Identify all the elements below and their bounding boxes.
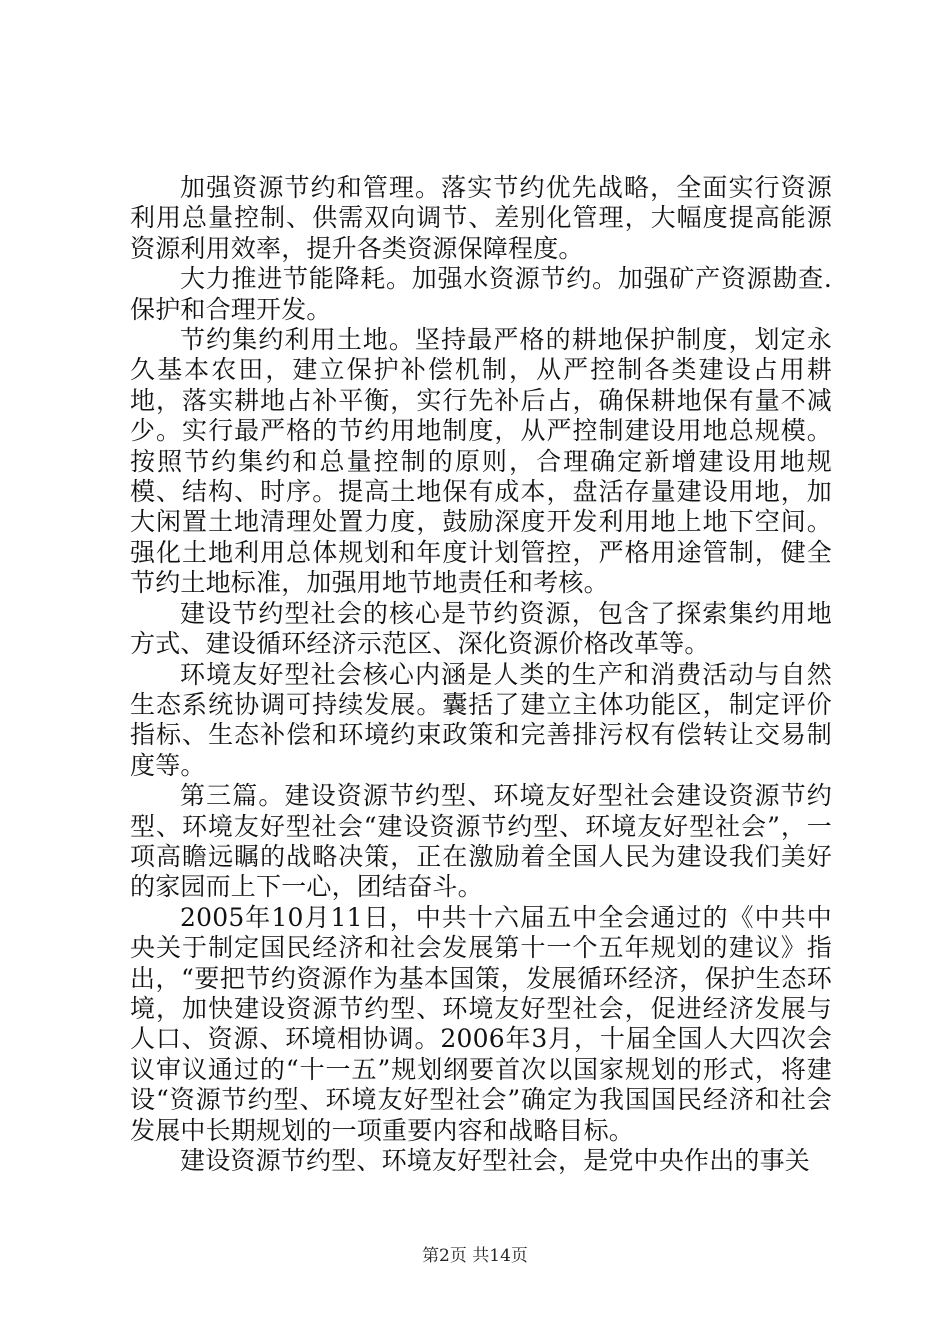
document-body (130, 173, 832, 1176)
paragraph-3: 节约集约利用土地。坚持最严格的耕地保护制度，划定永久基本农田，建立保护补偿机制，从严控制各类建设占用耕地，落实耕地占补平衡，实行先补后占，确保耕地保有量不减少。实行最严格的节约用地制度，从严控制建设用地总规模。按照节约集约和总量控制的原则，合理确定新增建设用地规模、结构、时序。提高土地保有成本，盘活存量建设用地，加大闲置土地清理处置力度，鼓励深度开发利用地上地下空间。强化土地利用总体规划和年度计划管控，严格用途管制，健全节约土地标准，加强用地节地责任和考核。 (130, 325, 832, 598)
paragraph-5: 环境友好型社会核心内涵是人类的生产和消费活动与自然生态系统协调可持续发展。囊括了建立主体功能区，制定评价指标、生态补偿和环境约束政策和完善排污权有偿转让交易制度等。 (130, 659, 832, 780)
paragraph-8: 建设资源节约型、环境友好型社会，是党中央作出的事关 (180, 1146, 811, 1175)
paragraph-1: 加强资源节约和管理。落实节约优先战略，全面实行资源利用总量控制、供需双向调节、差别化管理，大幅度提高能源资源利用效率，提升各类资源保障程度。 (130, 173, 832, 263)
page-number-footer: 第2页 共14页 (422, 1246, 528, 1266)
paragraph-4: 建设节约型社会的核心是节约资源，包含了探索集约用地方式、建设循环经济示范区、深化资源价格改革等。 (130, 598, 832, 659)
paragraph-7: 2005年10月11日，中共十六届五中全会通过的《中共中央关于制定国民经济和社会发展第十一个五年规划的建议》指出，“要把节约资源作为基本国策，发展循环经济，保护生态环境，加快建设资源节约型、环境友好型社会，促进经济发展与人口、资源、环境相协调。2006年3月，十届全国人大四次会议审议通过的“十一五”规划纲要首次以国家规划的形式，将建设“资源节约型、环境友好型社会”确定为我国国民经济和社会发展中长期规划的一项重要内容和战略目标。 (130, 902, 832, 1145)
paragraph-6: 第三篇。建设资源节约型、环境友好型社会建设资源节约型、环境友好型社会“建设资源节约型、环境友好型社会”，一项高瞻远瞩的战略决策，正在激励着全国人民为建设我们美好的家园而上下一心，团结奋斗。 (130, 781, 832, 902)
paragraph-2: 大力推进节能降耗。加强水资源节约。加强矿产资源勘查.保护和合理开发。 (130, 264, 832, 324)
